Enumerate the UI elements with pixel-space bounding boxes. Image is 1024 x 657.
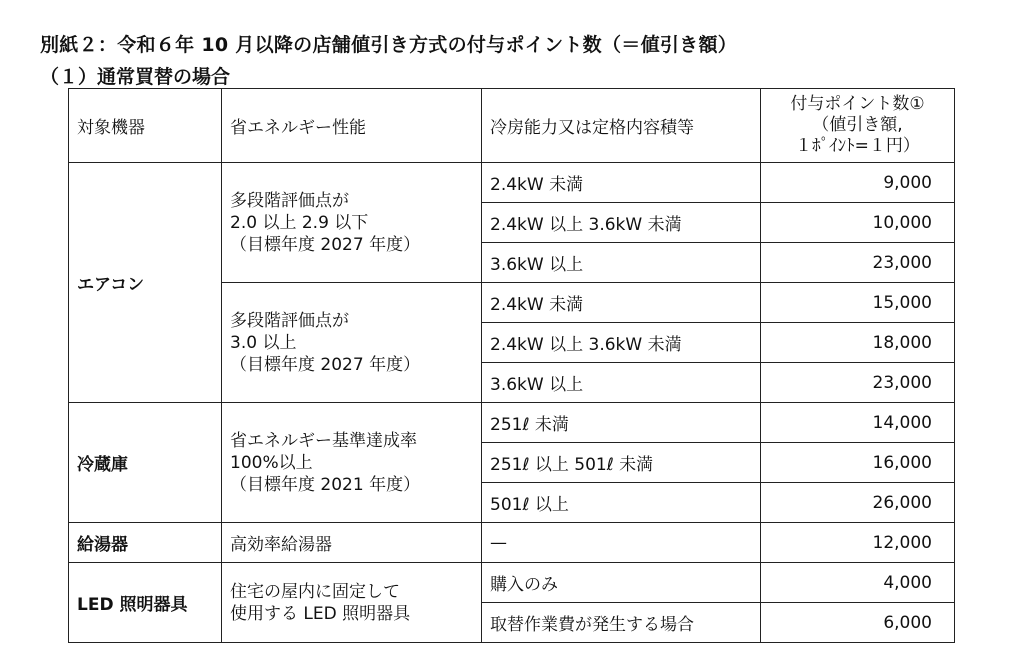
points-cell: 18,000 xyxy=(761,323,955,363)
header-points xyxy=(761,89,955,163)
points-cell: 9,000 xyxy=(761,163,955,203)
header-points-line1: 付与ポイント数① xyxy=(790,94,925,114)
points-cell: 23,000 xyxy=(761,363,955,403)
table-row xyxy=(69,523,955,563)
table-row xyxy=(69,403,955,443)
capacity-cell: — xyxy=(482,523,761,563)
perf-line: 多段階評価点が xyxy=(230,310,349,331)
section-subtitle: （１）通常買替の場合 xyxy=(40,66,231,88)
perf-line: （目標年度 2021 年度） xyxy=(230,474,421,495)
points-table xyxy=(68,88,955,643)
perf-fridge xyxy=(222,403,482,523)
points-cell: 4,000 xyxy=(761,563,955,603)
capacity-cell: 3.6kW 以上 xyxy=(482,243,761,283)
perf-line: 使用する LED 照明器具 xyxy=(230,603,411,624)
capacity-cell: 2.4kW 以上 3.6kW 未満 xyxy=(482,323,761,363)
points-cell: 16,000 xyxy=(761,443,955,483)
table-row xyxy=(69,563,955,603)
points-cell: 6,000 xyxy=(761,603,955,643)
perf-led xyxy=(222,563,482,643)
points-cell: 15,000 xyxy=(761,283,955,323)
perf-line: 100%以上 xyxy=(230,452,313,473)
device-led: LED 照明器具 xyxy=(69,563,222,643)
capacity-cell: 2.4kW 以上 3.6kW 未満 xyxy=(482,203,761,243)
header-device: 対象機器 xyxy=(69,89,222,163)
capacity-cell: 2.4kW 未満 xyxy=(482,283,761,323)
points-cell: 26,000 xyxy=(761,483,955,523)
capacity-cell: 501ℓ 以上 xyxy=(482,483,761,523)
capacity-cell: 購入のみ xyxy=(482,563,761,603)
perf-line: 省エネルギー基準達成率 xyxy=(230,430,417,451)
perf-line: 多段階評価点が xyxy=(230,190,349,211)
table-header-row xyxy=(69,89,955,163)
perf-aircon-group1 xyxy=(222,163,482,283)
device-aircon: エアコン xyxy=(69,163,222,403)
capacity-cell: 2.4kW 未満 xyxy=(482,163,761,203)
capacity-cell: 3.6kW 以上 xyxy=(482,363,761,403)
header-points-line2: （値引き額, xyxy=(812,115,903,135)
header-perf: 省エネルギー性能 xyxy=(222,89,482,163)
device-fridge: 冷蔵庫 xyxy=(69,403,222,523)
points-cell: 14,000 xyxy=(761,403,955,443)
points-cell: 12,000 xyxy=(761,523,955,563)
points-cell: 23,000 xyxy=(761,243,955,283)
perf-aircon-group2 xyxy=(222,283,482,403)
perf-water-heater: 高効率給湯器 xyxy=(222,523,482,563)
header-capacity: 冷房能力又は定格内容積等 xyxy=(482,89,761,163)
perf-line: 住宅の屋内に固定して xyxy=(230,581,400,602)
capacity-cell: 251ℓ 未満 xyxy=(482,403,761,443)
header-points-line3: １ﾎﾟｲﾝﾄ=１円） xyxy=(795,136,920,156)
perf-line: （目標年度 2027 年度） xyxy=(230,234,421,255)
device-water-heater: 給湯器 xyxy=(69,523,222,563)
capacity-cell: 取替作業費が発生する場合 xyxy=(482,603,761,643)
page-title: 別紙２：令和６年 10 月以降の店舗値引き方式の付与ポイント数（＝値引き額） xyxy=(40,34,738,56)
perf-line: 2.0 以上 2.9 以下 xyxy=(230,212,369,233)
points-cell: 10,000 xyxy=(761,203,955,243)
table-row xyxy=(69,163,955,203)
perf-line: （目標年度 2027 年度） xyxy=(230,354,421,375)
capacity-cell: 251ℓ 以上 501ℓ 未満 xyxy=(482,443,761,483)
perf-line: 3.0 以上 xyxy=(230,332,297,353)
